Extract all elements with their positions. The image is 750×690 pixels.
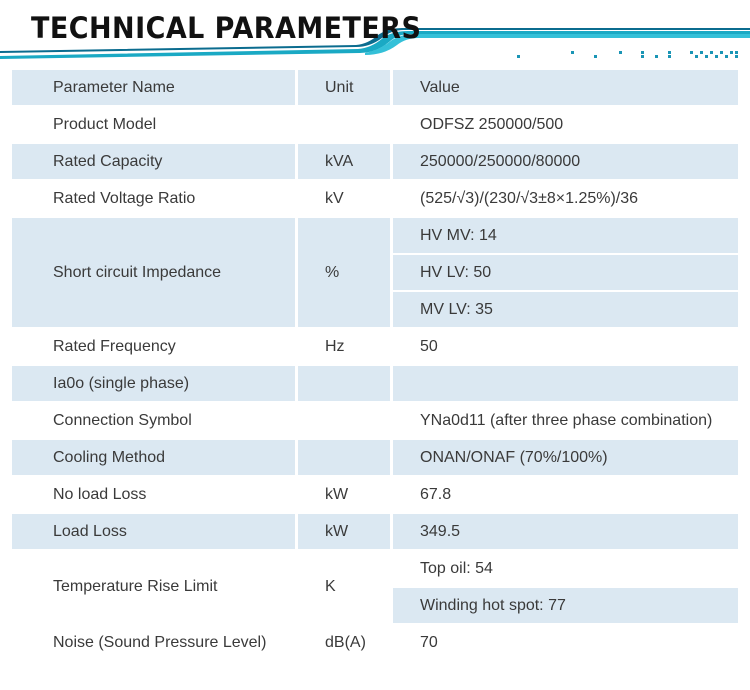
row-name-no-load-loss: No load Loss [12, 477, 295, 512]
row-name-load-loss: Load Loss [12, 514, 295, 549]
row-name-short-circuit-impedance: Short circuit Impedance [12, 218, 295, 327]
row-name-product-model: Product Model [12, 107, 295, 142]
parameters-table [12, 70, 738, 662]
row-value-cooling-method: ONAN/ONAF (70%/100%) [393, 440, 738, 475]
header-banner [0, 0, 750, 70]
column-header-value: Value [393, 70, 738, 105]
page-title: TECHNICAL PARAMETERS [31, 11, 422, 45]
row-name-connection-symbol: Connection Symbol [12, 403, 295, 438]
row-value-winding-hot-spot: Winding hot spot: 77 [393, 588, 738, 623]
row-name-rated-capacity: Rated Capacity [12, 144, 295, 179]
row-unit-rated-voltage-ratio: kV [298, 181, 390, 216]
row-value-rated-capacity: 250000/250000/80000 [393, 144, 738, 179]
row-value-product-model: ODFSZ 250000/500 [393, 107, 738, 142]
row-value-connection-symbol: YNa0d11 (after three phase combination) [393, 403, 738, 438]
row-unit-rated-frequency: Hz [298, 329, 390, 364]
row-value-ia0o [393, 366, 738, 401]
row-unit-connection-symbol [298, 403, 390, 438]
row-unit-short-circuit-impedance: % [298, 218, 390, 327]
row-name-rated-frequency: Rated Frequency [12, 329, 295, 364]
row-name-rated-voltage-ratio: Rated Voltage Ratio [12, 181, 295, 216]
row-unit-ia0o [298, 366, 390, 401]
row-value-impedance-hv-mv: HV MV: 14 [393, 218, 738, 253]
row-unit-temperature-rise-limit: K [298, 551, 390, 623]
row-name-cooling-method: Cooling Method [12, 440, 295, 475]
row-value-noise: 70 [393, 625, 738, 660]
row-value-impedance-mv-lv: MV LV: 35 [393, 292, 738, 327]
row-name-temperature-rise-limit: Temperature Rise Limit [12, 551, 295, 623]
row-value-rated-frequency: 50 [393, 329, 738, 364]
row-unit-no-load-loss: kW [298, 477, 390, 512]
column-header-parameter: Parameter Name [12, 70, 295, 105]
row-unit-product-model [298, 107, 390, 142]
row-name-noise: Noise (Sound Pressure Level) [12, 625, 295, 660]
row-value-no-load-loss: 67.8 [393, 477, 738, 512]
row-value-rated-voltage-ratio: (525/√3)/(230/√3±8×1.25%)/36 [393, 181, 738, 216]
column-header-unit: Unit [298, 70, 390, 105]
row-unit-cooling-method [298, 440, 390, 475]
row-value-impedance-hv-lv: HV LV: 50 [393, 255, 738, 290]
row-unit-load-loss: kW [298, 514, 390, 549]
row-name-ia0o: Ia0o (single phase) [12, 366, 295, 401]
row-unit-noise: dB(A) [298, 625, 390, 660]
row-value-top-oil: Top oil: 54 [393, 551, 738, 586]
row-unit-rated-capacity: kVA [298, 144, 390, 179]
row-value-load-loss: 349.5 [393, 514, 738, 549]
